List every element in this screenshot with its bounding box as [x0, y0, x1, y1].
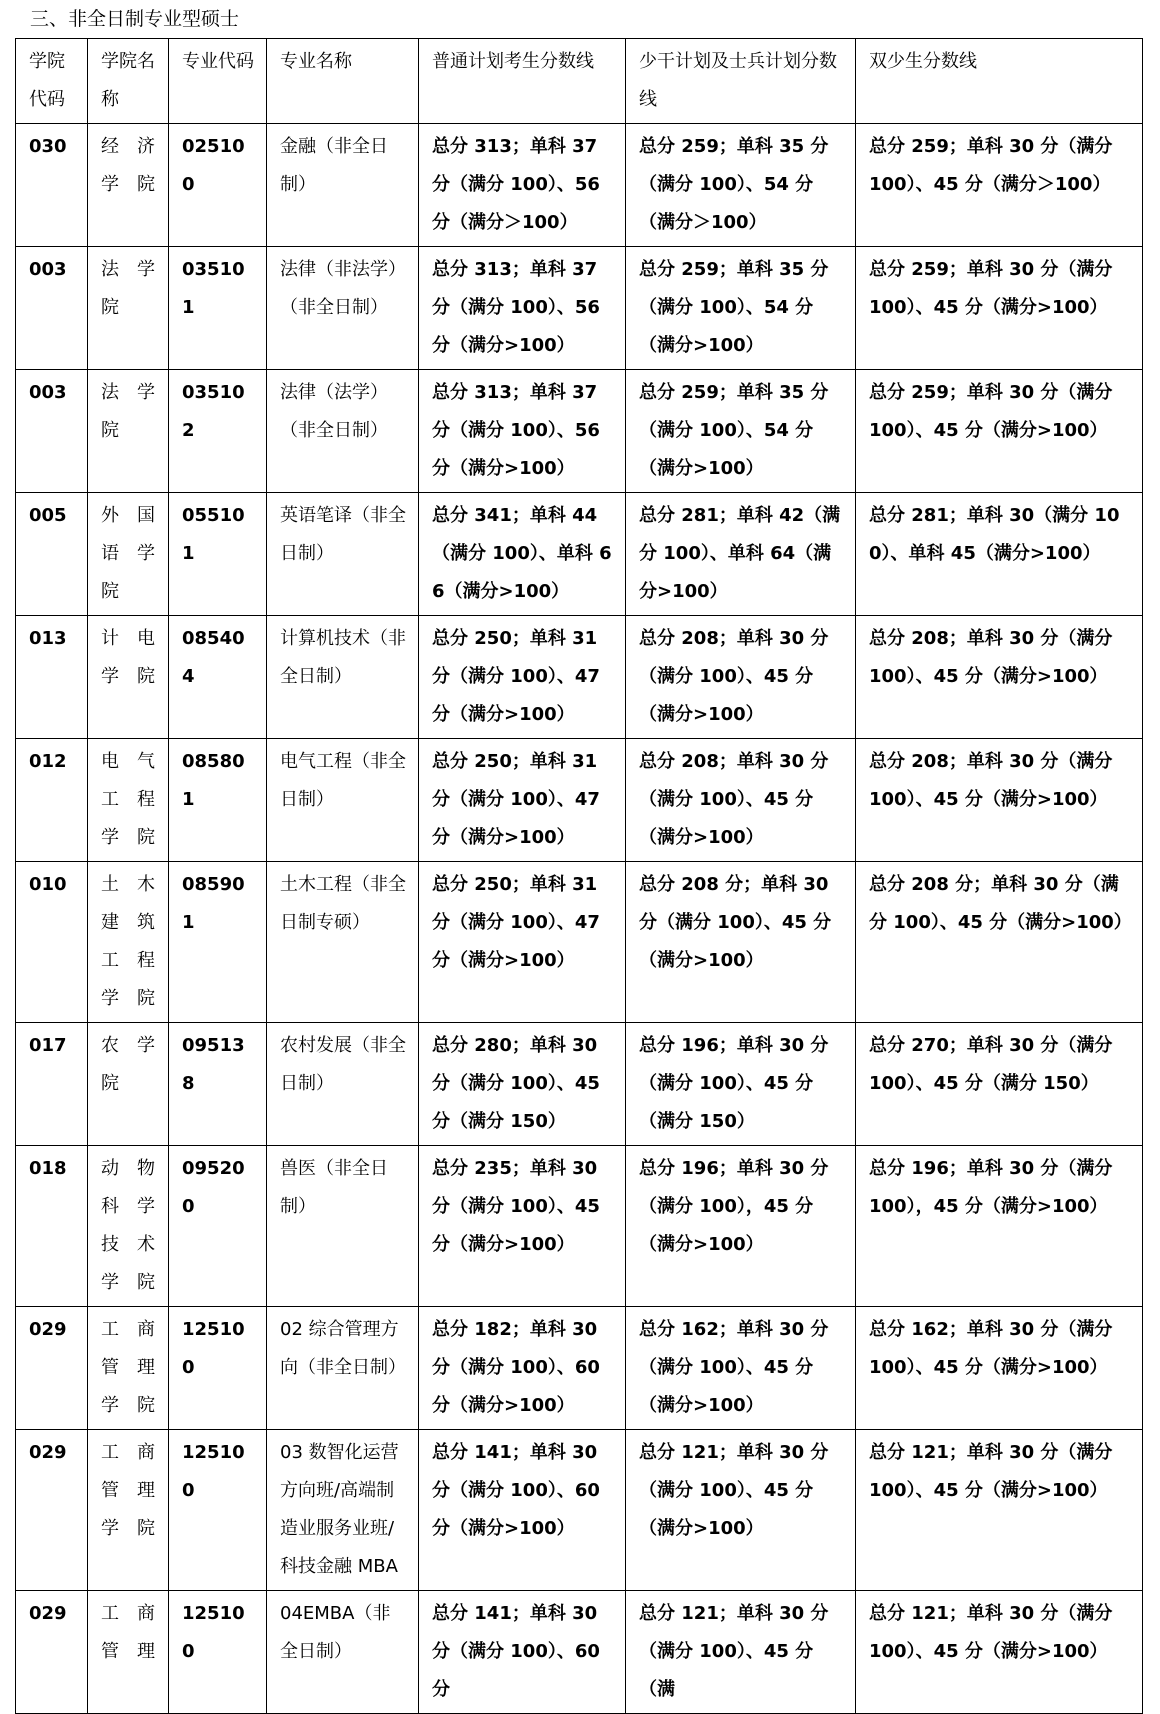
minority-soldier-score-cell: 总分 196；单科 30 分（满分 100），45 分（满分>100）	[626, 1146, 856, 1307]
major-code-cell: 085404	[169, 616, 267, 739]
regular-score-cell: 总分 313；单科 37 分（满分 100）、56 分（满分>100）	[419, 370, 626, 493]
college-code-cell: 010	[16, 862, 88, 1023]
table-row	[16, 493, 1143, 616]
major-code-cell: 095200	[169, 1146, 267, 1307]
college-code-cell: 013	[16, 616, 88, 739]
college-code-cell: 029	[16, 1307, 88, 1430]
table-row	[16, 1146, 1143, 1307]
major-code-cell: 095138	[169, 1023, 267, 1146]
college-code-cell: 029	[16, 1430, 88, 1591]
college-code-cell: 030	[16, 124, 88, 247]
table-row	[16, 124, 1143, 247]
minority-soldier-score-cell: 总分 259；单科 35 分（满分 100）、54 分（满分>100）	[626, 370, 856, 493]
minority-soldier-score-cell: 总分 208；单科 30 分（满分 100）、45 分（满分>100）	[626, 616, 856, 739]
minority-soldier-score-cell: 总分 196；单科 30 分（满分 100）、45 分（满分 150）	[626, 1023, 856, 1146]
table-row	[16, 862, 1143, 1023]
college-code-cell: 029	[16, 1591, 88, 1714]
college-name-cell: 动物 科学 技术 学院	[88, 1146, 169, 1307]
regular-score-cell: 总分 250；单科 31 分（满分 100）、47 分（满分>100）	[419, 862, 626, 1023]
minority-soldier-score-cell: 总分 162；单科 30 分（满分 100）、45 分（满分>100）	[626, 1307, 856, 1430]
major-name-cell: 02 综合管理方向（非全日制）	[267, 1307, 419, 1430]
table-body	[16, 124, 1143, 1714]
college-name-cell: 工商 管理	[88, 1591, 169, 1714]
regular-score-cell: 总分 341；单科 44（满分 100）、单科 66（满分>100）	[419, 493, 626, 616]
double-minority-score-cell: 总分 259；单科 30 分（满分 100）、45 分（满分>100）	[856, 370, 1143, 493]
minority-soldier-score-cell: 总分 121；单科 30 分（满分 100）、45 分（满分>100）	[626, 1430, 856, 1591]
major-name-cell: 电气工程（非全日制）	[267, 739, 419, 862]
regular-score-cell: 总分 235；单科 30 分（满分 100）、45 分（满分>100）	[419, 1146, 626, 1307]
major-code-cell: 025100	[169, 124, 267, 247]
double-minority-score-cell: 总分 208；单科 30 分（满分 100）、45 分（满分>100）	[856, 739, 1143, 862]
college-name-cell: 电气 工程 学院	[88, 739, 169, 862]
college-code-cell: 005	[16, 493, 88, 616]
regular-score-cell: 总分 250；单科 31 分（满分 100）、47 分（满分>100）	[419, 739, 626, 862]
double-minority-score-cell: 总分 208；单科 30 分（满分 100）、45 分（满分>100）	[856, 616, 1143, 739]
college-name-cell: 法学 院	[88, 370, 169, 493]
college-name-cell: 农学 院	[88, 1023, 169, 1146]
major-code-cell: 055101	[169, 493, 267, 616]
double-minority-score-cell: 总分 270；单科 30 分（满分 100）、45 分（满分 150）	[856, 1023, 1143, 1146]
major-name-cell: 兽医（非全日制）	[267, 1146, 419, 1307]
double-minority-score-cell: 总分 259；单科 30 分（满分 100）、45 分（满分＞100）	[856, 124, 1143, 247]
major-name-cell: 法律（法学）（非全日制）	[267, 370, 419, 493]
table-row	[16, 1023, 1143, 1146]
college-name-cell: 经济 学院	[88, 124, 169, 247]
college-name-cell: 外国 语学 院	[88, 493, 169, 616]
college-name-cell: 土木 建筑 工程 学院	[88, 862, 169, 1023]
double-minority-score-cell: 总分 281；单科 30（满分 100）、单科 45（满分>100）	[856, 493, 1143, 616]
college-name-cell: 工商 管理 学院	[88, 1307, 169, 1430]
college-code-cell: 012	[16, 739, 88, 862]
table-row	[16, 739, 1143, 862]
major-name-cell: 04EMBA（非全日制）	[267, 1591, 419, 1714]
major-name-cell: 法律（非法学）（非全日制）	[267, 247, 419, 370]
regular-score-cell: 总分 280；单科 30 分（满分 100）、45 分（满分 150）	[419, 1023, 626, 1146]
major-code-cell: 035101	[169, 247, 267, 370]
table-row	[16, 1591, 1143, 1714]
double-minority-score-cell: 总分 208 分；单科 30 分（满分 100）、45 分（满分>100）	[856, 862, 1143, 1023]
college-code-cell: 018	[16, 1146, 88, 1307]
major-code-cell: 125100	[169, 1591, 267, 1714]
college-name-cell: 计电 学院	[88, 616, 169, 739]
minority-soldier-score-cell: 总分 208 分；单科 30 分（满分 100）、45 分（满分>100）	[626, 862, 856, 1023]
header-major-name: 专业名称	[267, 39, 419, 124]
regular-score-cell: 总分 250；单科 31 分（满分 100）、47 分（满分>100）	[419, 616, 626, 739]
header-double-minority-score: 双少生分数线	[856, 39, 1143, 124]
major-code-cell: 125100	[169, 1307, 267, 1430]
table-header-row	[16, 39, 1143, 124]
table-row	[16, 1307, 1143, 1430]
header-college-code: 学院代码	[16, 39, 88, 124]
table-row	[16, 247, 1143, 370]
header-college-name: 学院名称	[88, 39, 169, 124]
major-name-cell: 计算机技术（非全日制）	[267, 616, 419, 739]
table-row	[16, 1430, 1143, 1591]
major-code-cell: 085801	[169, 739, 267, 862]
major-code-cell: 085901	[169, 862, 267, 1023]
college-code-cell: 017	[16, 1023, 88, 1146]
minority-soldier-score-cell: 总分 281；单科 42（满分 100）、单科 64（满分>100）	[626, 493, 856, 616]
major-name-cell: 03 数智化运营方向班/高端制造业服务业班/科技金融 MBA	[267, 1430, 419, 1591]
minority-soldier-score-cell: 总分 259；单科 35 分（满分 100）、54 分（满分＞100）	[626, 124, 856, 247]
college-name-cell: 工商 管理 学院	[88, 1430, 169, 1591]
minority-soldier-score-cell: 总分 259；单科 35 分（满分 100）、54 分（满分>100）	[626, 247, 856, 370]
header-major-code: 专业代码	[169, 39, 267, 124]
major-name-cell: 金融（非全日制）	[267, 124, 419, 247]
regular-score-cell: 总分 141；单科 30 分（满分 100）、60 分	[419, 1591, 626, 1714]
table-row	[16, 370, 1143, 493]
major-code-cell: 125100	[169, 1430, 267, 1591]
college-name-cell: 法学 院	[88, 247, 169, 370]
double-minority-score-cell: 总分 121；单科 30 分（满分 100）、45 分（满分>100）	[856, 1430, 1143, 1591]
score-table	[15, 38, 1143, 1714]
double-minority-score-cell: 总分 162；单科 30 分（满分 100）、45 分（满分>100）	[856, 1307, 1143, 1430]
header-minority-soldier-score: 少干计划及士兵计划分数线	[626, 39, 856, 124]
page-title: 三、非全日制专业型硕士	[30, 8, 240, 30]
college-code-cell: 003	[16, 370, 88, 493]
college-code-cell: 003	[16, 247, 88, 370]
table-row	[16, 616, 1143, 739]
major-name-cell: 农村发展（非全日制）	[267, 1023, 419, 1146]
double-minority-score-cell: 总分 196；单科 30 分（满分 100），45 分（满分>100）	[856, 1146, 1143, 1307]
regular-score-cell: 总分 182；单科 30 分（满分 100）、60 分（满分>100）	[419, 1307, 626, 1430]
minority-soldier-score-cell: 总分 208；单科 30 分（满分 100）、45 分（满分>100）	[626, 739, 856, 862]
regular-score-cell: 总分 313；单科 37 分（满分 100）、56 分（满分＞100）	[419, 124, 626, 247]
double-minority-score-cell: 总分 259；单科 30 分（满分 100）、45 分（满分>100）	[856, 247, 1143, 370]
regular-score-cell: 总分 141；单科 30 分（满分 100）、60 分（满分>100）	[419, 1430, 626, 1591]
double-minority-score-cell: 总分 121；单科 30 分（满分 100）、45 分（满分>100）	[856, 1591, 1143, 1714]
major-name-cell: 土木工程（非全日制专硕）	[267, 862, 419, 1023]
minority-soldier-score-cell: 总分 121；单科 30 分（满分 100）、45 分（满	[626, 1591, 856, 1714]
header-regular-score: 普通计划考生分数线	[419, 39, 626, 124]
major-name-cell: 英语笔译（非全日制）	[267, 493, 419, 616]
major-code-cell: 035102	[169, 370, 267, 493]
regular-score-cell: 总分 313；单科 37 分（满分 100）、56 分（满分>100）	[419, 247, 626, 370]
